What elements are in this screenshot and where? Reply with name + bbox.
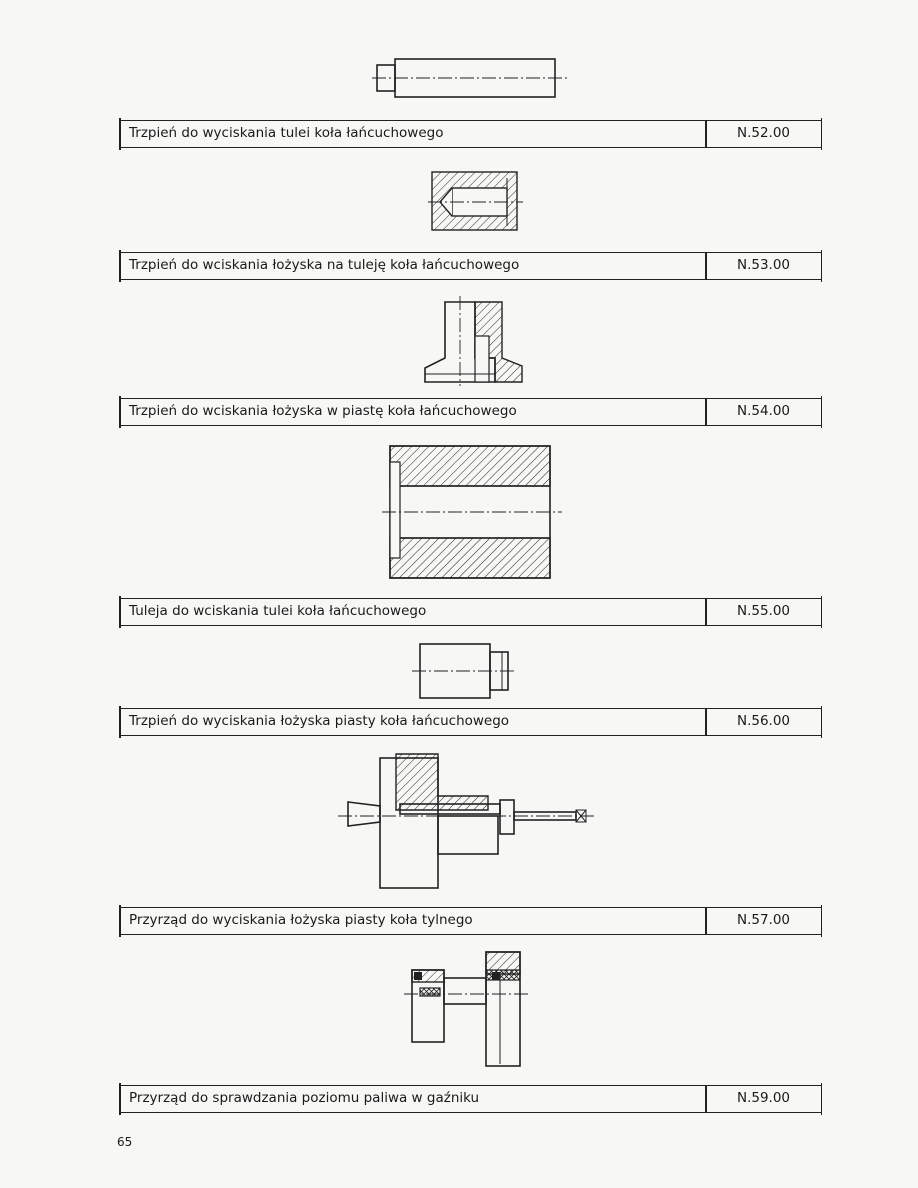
entry-title: Przyrząd do wyciskania łożyska piasty koła tylnego [129,912,473,928]
entry-title: Trzpień do wciskania łożyska w piastę koła łańcuchowego [129,403,517,419]
page-number: 65 [117,1135,133,1149]
entry-row-5 [119,708,822,736]
entry-row-2 [119,252,822,280]
hub-press-mandrel-icon [420,296,535,388]
entry-row-3 [119,398,822,426]
entry-code: N.59.00 [736,1090,791,1106]
entry-code: N.53.00 [736,257,791,273]
sleeve-icon [382,442,564,582]
mandrel-icon [372,55,572,105]
entry-title: Trzpień do wyciskania łożyska piasty koła łańcuchowego [129,713,510,729]
hub-press-mandrel-drawing [420,296,535,388]
mandrel-drawing [372,55,572,105]
entry-code: N.57.00 [736,912,791,928]
fuel-gauge-tool-icon [404,944,529,1068]
entry-row-1 [119,120,822,148]
entry-title: Przyrząd do sprawdzania poziomu paliwa w gaźniku [129,1090,480,1106]
extractor-mandrel-icon [412,640,517,702]
sleeve-drawing [382,442,564,582]
press-mandrel-icon [428,168,523,236]
entry-row-7 [119,1085,822,1113]
entry-title: Trzpień do wciskania łożyska na tuleję koła łańcuchowego [129,257,520,273]
entry-code: N.56.00 [736,713,791,729]
extractor-mandrel-drawing [412,640,517,702]
entry-row-4 [119,598,822,626]
entry-code: N.55.00 [736,603,791,619]
bearing-puller-drawing [338,750,598,892]
entry-row-6 [119,907,822,935]
entry-title: Trzpień do wyciskania tulei koła łańcuchowego [129,125,444,141]
press-mandrel-drawing [428,168,523,236]
fuel-gauge-tool-drawing [404,944,529,1068]
entry-code: N.52.00 [736,125,791,141]
bearing-puller-icon [338,750,598,892]
entry-title: Tuleja do wciskania tulei koła łańcuchowego [129,603,427,619]
entry-code: N.54.00 [736,403,791,419]
